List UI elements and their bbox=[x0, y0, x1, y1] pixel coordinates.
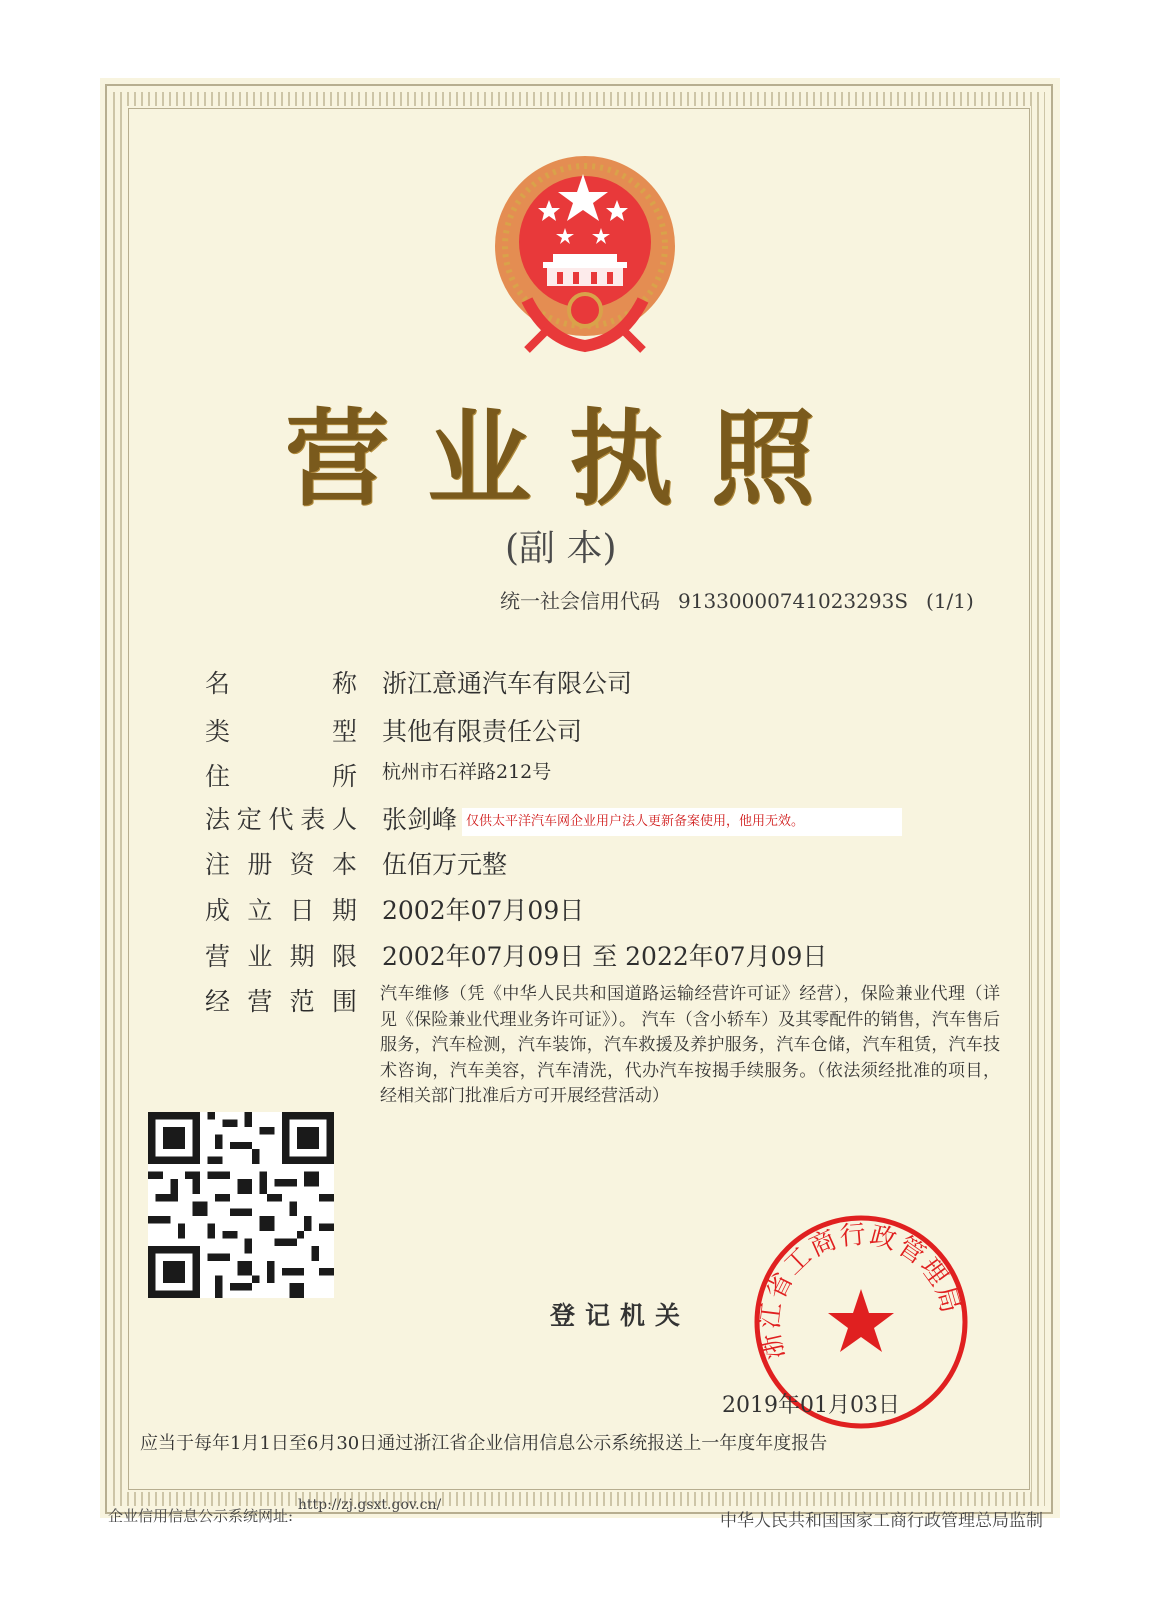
field-row-capital bbox=[205, 845, 507, 881]
field-value: 浙江意通汽车有限公司 bbox=[382, 669, 633, 698]
credit-code-label: 统一社会信用代码 bbox=[500, 589, 660, 613]
field-value: 杭州市石祥路212号 bbox=[382, 761, 552, 783]
page-title: 营业执照 bbox=[285, 397, 854, 520]
field-label: 法定代表人 bbox=[205, 805, 357, 834]
footer-website-url: http://zj.gsxt.gov.cn/ bbox=[297, 1497, 442, 1513]
field-row-name bbox=[205, 664, 632, 700]
credit-code-value: 91330000741023293S bbox=[678, 589, 909, 613]
field-row-address bbox=[205, 757, 551, 793]
national-emblem-icon bbox=[487, 150, 683, 356]
field-row-type bbox=[205, 712, 582, 748]
annual-report-notice: 应当于每年1月1日至6月30日通过浙江省企业信用信息公示系统报送上一年度年度报告 bbox=[140, 1433, 828, 1454]
registrar-label: 登记机关 bbox=[550, 1301, 691, 1330]
field-value: 张剑峰 bbox=[382, 805, 458, 834]
field-row-term bbox=[205, 937, 827, 973]
field-label: 住所 bbox=[205, 762, 357, 791]
watermark-notice: 仅供太平洋汽车网企业用户法人更新备案使用，他用无效。 bbox=[462, 808, 902, 836]
credit-code bbox=[500, 585, 992, 614]
field-label: 成立日期 bbox=[205, 896, 357, 925]
field-label: 类型 bbox=[205, 717, 357, 746]
footer-supervisor: 中华人民共和国国家工商行政管理总局监制 bbox=[720, 1511, 1043, 1531]
field-value: 2002年07月09日 bbox=[382, 896, 585, 925]
seal-text: 浙江省工商行政管理局 bbox=[755, 1219, 966, 1363]
field-label: 营业期限 bbox=[205, 942, 357, 971]
field-label-scope: 经营范围 bbox=[205, 987, 357, 1016]
footer-website-label: 企业信用信息公示系统网址: bbox=[108, 1507, 294, 1525]
field-value-scope: 汽车维修（凭《中华人民共和国道路运输经营许可证》经营），保险兼业代理（详见《保险兼业代理业务许可证》）。 汽车（含小轿车）及其零配件的销售，汽车售后服务，汽车检测，汽车装饰，汽车救援及养护服务，汽车仓储，汽车租赁，汽车技术咨询，汽车美容，汽车清洗，代办汽车按揭手续服务。（依法须经批准的项目，经相关部门批准后方可开展经营活动） bbox=[380, 984, 1000, 1107]
field-row-founded bbox=[205, 891, 584, 927]
qr-code-icon bbox=[148, 1112, 334, 1298]
field-label: 名称 bbox=[205, 669, 357, 698]
field-value: 其他有限责任公司 bbox=[382, 717, 583, 746]
field-label: 注册资本 bbox=[205, 850, 357, 879]
issue-date: 2019年01月03日 bbox=[722, 1393, 900, 1418]
credit-code-page: (1/1) bbox=[926, 589, 974, 613]
field-value: 伍佰万元整 bbox=[382, 850, 508, 879]
footer-website bbox=[108, 1497, 442, 1526]
page-subtitle: (副 本) bbox=[505, 528, 617, 569]
field-row-representative bbox=[205, 800, 457, 836]
field-value: 2002年07月09日 至 2022年07月09日 bbox=[382, 942, 828, 971]
